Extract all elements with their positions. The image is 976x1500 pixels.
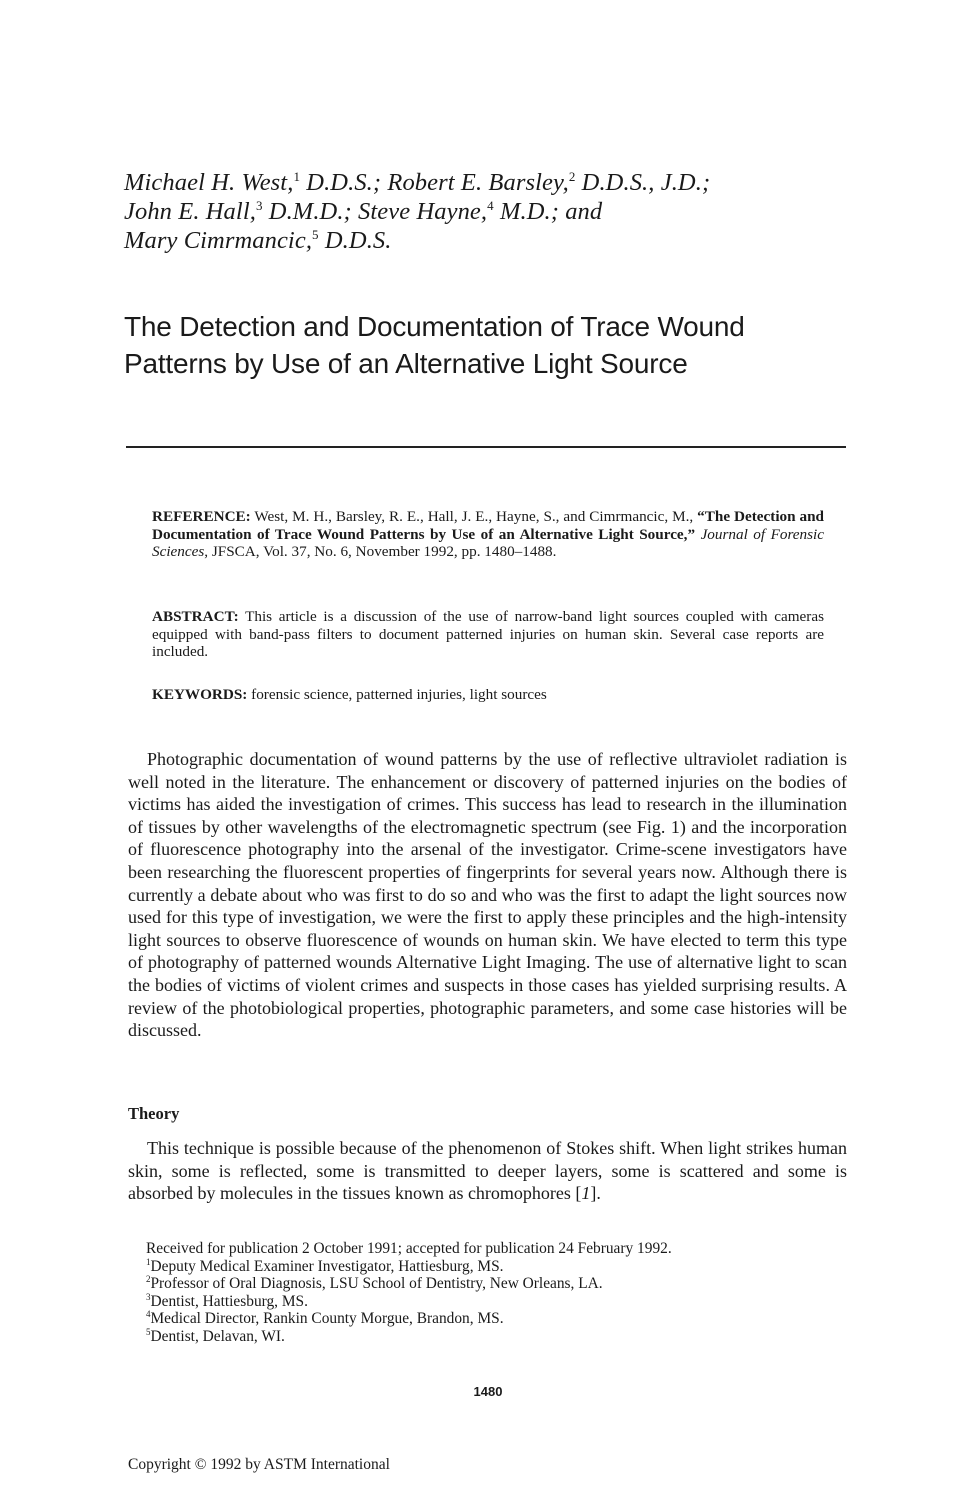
footnote-number: 4 [146,1309,151,1320]
footnote-number: 3 [146,1291,151,1302]
footnote-number: 2 [146,1274,151,1285]
intro-paragraph: Photographic documentation of wound patterns by the use of reflective ultraviolet radiation is well noted in the literature. The enhancement or discovery of patterned injuries on the bodies of victims has aided the investigation of crimes. This success has lead to research in the illumination of tissues by other wavelengths of the electromagnetic spectrum (see Fig. 1) and the incorporation of fluorescence photography into the arsenal of the investigator. Crime-scene investigators have been researching the fluorescent properties of fingerprints for several years now. Although there is currently a debate about who was first to do so and who was the first to adapt the light sources now used for this type of investigation, we were the first to apply these principles and the high-intensity light sources to observe fluorescence of wounds on human skin. We have elected to term this type of photography of patterned wounds Alternative Light Imaging. The use of alternative light to scan the bodies of victims of violent crimes and suspects in those cases has yielded surprising results. A review of the photobiological properties, photographic parameters, and some case histories will be discussed. [128,749,847,1041]
author-affiliation-marker: 4 [487,197,494,213]
footnote-item [146,1328,846,1346]
abstract-text: This article is a discussion of the use of narrow-band light sources coupled with cameras equipped with band-pass filters to document patterned injuries on human skin. Several case reports are included. [152,608,824,660]
reference-journal: Journal of Forensic Sciences [152,525,825,560]
copyright-notice: Copyright © 1992 by ASTM International [128,1456,390,1473]
citation-reference: 1 [581,1183,591,1204]
footnote-text: Deputy Medical Examiner Investigator, Hattiesburg, MS. [150,1257,504,1275]
author-degree: D.M.D.; [262,198,359,225]
footnote-item [146,1258,846,1276]
footnote-item [146,1275,846,1293]
theory-heading: Theory [128,1104,180,1123]
footnote-text: Medical Director, Rankin County Morgue, Brandon, MS. [150,1310,504,1328]
abstract-block [152,608,824,661]
footnote-text: Professor of Oral Diagnosis, LSU School of Dentistry, New Orleans, LA. [150,1275,603,1293]
footnote-text: Dentist, Hattiesburg, MS. [150,1292,308,1310]
title-line-2: Patterns by Use of an Alternative Light Source [124,348,688,379]
reference-authors: West, M. H., Barsley, R. E., Hall, J. E., Hayne, S., and Cimrmancic, M., [250,508,698,525]
author-name: John E. Hall, [124,198,256,225]
title-line-1: The Detection and Documentation of Trace Wound [124,311,745,342]
author-affiliation-marker: 3 [255,197,263,213]
footnote-item [146,1293,846,1311]
article-title [124,308,884,382]
author-degree: D.D.S.; [300,169,388,196]
author-degree: M.D.; and [493,198,603,225]
footnote-number: 1 [146,1256,151,1267]
keywords-block [152,686,824,704]
footnotes [146,1240,846,1346]
author-affiliation-marker: 2 [568,168,576,184]
keywords-text: forensic science, patterned injuries, light sources [247,686,547,703]
author-degree: D.D.S., J.D.; [575,169,711,196]
keywords-label: KEYWORDS: [152,686,248,703]
author-name: Steve Hayne, [358,198,488,225]
author-name: Mary Cimrmancic, [124,227,313,254]
footnote-item [146,1310,846,1328]
author-affiliation-marker: 5 [312,226,319,242]
footnote-number: 5 [146,1326,151,1337]
abstract-label: ABSTRACT: [152,608,239,625]
theory-section [128,1137,847,1205]
author-name: Michael H. West, [124,169,294,196]
author-affiliation-marker: 1 [293,168,301,184]
author-line-2 [124,197,884,226]
reference-label: REFERENCE: [152,508,251,525]
author-line-1 [124,168,884,197]
author-list [124,168,884,255]
page-number: 1480 [473,1384,503,1399]
reference-article-title: “The Detection and Documentation of Trace Wound Patterns by Use of an Alternative Light Source,” [152,508,825,543]
reference-block [152,508,824,561]
received-note: Received for publication 2 October 1991; accepted for publication 24 February 1992. [146,1240,672,1257]
intro-section [128,748,847,1042]
theory-paragraph [128,1137,847,1205]
theory-paragraph-end: ]. [590,1183,601,1204]
theory-paragraph-text: This technique is possible because of the phenomenon of Stokes shift. When light strikes human skin, some is reflected, some is transmitted to deeper layers, some is scattered and some is absorbed by molecules in the tissues known as chromophores [ [128,1138,847,1204]
author-name: Robert E. Barsley, [387,169,569,196]
reference-details: , JFSCA, Vol. 37, No. 6, November 1992, pp. 1480–1488. [204,543,557,560]
author-degree: D.D.S. [318,227,392,254]
title-divider [126,446,846,448]
footnote-text: Dentist, Delavan, WI. [150,1327,285,1345]
author-line-3 [124,226,884,255]
